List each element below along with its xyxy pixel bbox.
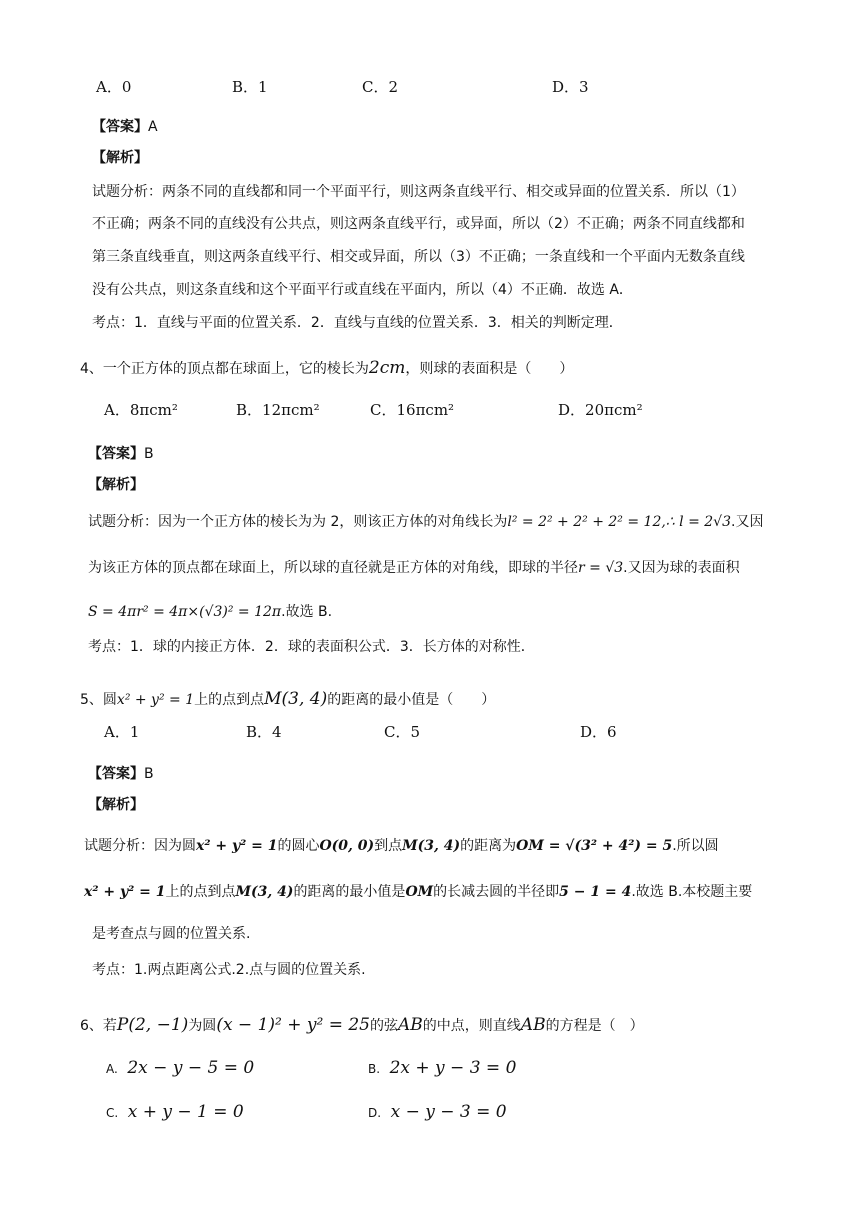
math: OM — [405, 884, 434, 900]
math: r = √3 — [578, 560, 624, 576]
text: .又因 — [731, 514, 764, 530]
q4-option-a: A．8πcm² — [104, 401, 178, 419]
text: 的距离的最小值是 — [293, 884, 406, 900]
q4-kaodian: 考点：1．球的内接正方体．2．球的表面积公式．3．长方体的对称性． — [88, 639, 535, 655]
value: x + y − 1 = 0 — [127, 1102, 244, 1122]
q4-analysis-tag: 【解析】 — [88, 477, 144, 493]
q6-option-a — [106, 1058, 254, 1079]
q3-option-a: A．0 — [96, 78, 132, 96]
q4-stem — [80, 358, 573, 379]
label: B. — [368, 1062, 381, 1076]
q4-stem-text: 4、一个正方体的顶点都在球面上，它的棱长为 — [80, 361, 369, 377]
text: 上的点到点 — [194, 692, 265, 708]
math: x² + y² = 1 — [196, 838, 278, 854]
math: S = 4πr² = 4π×(√3)² = 12π — [88, 604, 282, 620]
text: 的圆心 — [277, 838, 320, 854]
text: 上的点到点 — [165, 884, 236, 900]
text: 为该正方体的顶点都在球面上，所以球的直径就是正方体的对角线，即球的半径 — [88, 560, 578, 576]
text: .故选 B.本校题主要 — [631, 884, 753, 900]
answer-value: B — [144, 766, 154, 782]
answer-tag: 【答案】 — [88, 766, 144, 782]
q6-option-c — [106, 1102, 244, 1123]
math: M(3, 4) — [402, 838, 461, 854]
text: 的中点，则直线 — [422, 1018, 521, 1034]
text: 到点 — [374, 838, 403, 854]
text: 的距离的最小值是（ ） — [327, 692, 496, 708]
q4-analysis-line-3 — [88, 602, 332, 622]
q5-answer — [88, 763, 154, 784]
q3-option-b: B．1 — [232, 78, 268, 96]
q5-kaodian: 考点：1.两点距离公式.2.点与圆的位置关系. — [92, 962, 366, 978]
q5-option-d: D．6 — [580, 723, 617, 741]
q4-option-c: C．16πcm² — [370, 401, 455, 419]
q5-option-a: A．1 — [104, 723, 140, 741]
text: .所以圆 — [672, 838, 719, 854]
q3-analysis-tag: 【解析】 — [92, 150, 148, 166]
math: M(3, 4) — [264, 689, 328, 709]
q4-answer — [88, 443, 154, 464]
math: O(0, 0) — [319, 838, 375, 854]
text: .故选 B. — [281, 604, 333, 620]
answer-tag: 【答案】 — [88, 446, 144, 462]
text: 5、圆 — [80, 692, 117, 708]
q3-option-c: C．2 — [362, 78, 399, 96]
text: 6、若 — [80, 1018, 117, 1034]
q6-option-d — [368, 1102, 507, 1123]
q6-option-b — [368, 1058, 516, 1079]
answer-value: A — [148, 119, 158, 135]
label: C. — [106, 1106, 119, 1120]
q3-answer — [92, 116, 158, 137]
q5-stem — [80, 689, 495, 710]
value: 2x + y − 3 = 0 — [389, 1058, 517, 1078]
q5-analysis-line-1 — [84, 836, 719, 856]
text: .又因为球的表面积 — [623, 560, 740, 576]
q3-option-d: D．3 — [552, 78, 589, 96]
q3-analysis-line-2: 不正确；两条不同的直线没有公共点，则这两条直线平行，或异面，所以（2）不正确；两条不同直线都和 — [92, 216, 745, 232]
value: 2x − y − 5 = 0 — [127, 1058, 255, 1078]
math: AB — [520, 1015, 546, 1035]
label: A. — [106, 1062, 118, 1076]
q5-option-b: B．4 — [246, 723, 282, 741]
q3-analysis-line-1: 试题分析：两条不同的直线都和同一个平面平行，则这两条直线平行、相交或异面的位置关系．所以（1） — [92, 184, 745, 200]
q4-analysis-line-2 — [88, 558, 740, 578]
math: 5 − 1 = 4 — [559, 884, 632, 900]
answer-value: B — [144, 446, 154, 462]
text: 为圆 — [188, 1018, 217, 1034]
text: 的长减去圆的半径即 — [433, 884, 560, 900]
q3-analysis-line-3: 第三条直线垂直，则这两条直线平行、相交或异面，所以（3）不正确；一条直线和一个平面内无数条直线 — [92, 249, 745, 265]
text: 的距离为 — [460, 838, 517, 854]
q4-option-b: B．12πcm² — [236, 401, 320, 419]
math: x² + y² = 1 — [116, 692, 195, 708]
text: 的方程是（ ） — [545, 1018, 644, 1034]
answer-tag: 【答案】 — [92, 119, 148, 135]
math: AB — [398, 1015, 423, 1035]
math: x² + y² = 1 — [84, 884, 166, 900]
text: 试题分析：因为一个正方体的棱长为为 2，则该正方体的对角线长为 — [88, 514, 508, 530]
q4-stem-math: 2cm — [368, 358, 406, 378]
math: l² = 2² + 2² + 2² = 12,∴ l = 2√3 — [507, 514, 731, 530]
q5-analysis-line-3: 是考查点与圆的位置关系. — [92, 926, 251, 942]
q4-analysis-line-1 — [88, 512, 763, 532]
value: x − y − 3 = 0 — [390, 1102, 507, 1122]
q5-analysis-line-2 — [84, 882, 752, 902]
q5-option-c: C．5 — [384, 723, 421, 741]
math: P(2, −1) — [116, 1015, 189, 1035]
q3-analysis-line-4: 没有公共点，则这条直线和这个平面平行或直线在平面内，所以（4）不正确．故选 A． — [92, 282, 633, 298]
text: 的弦 — [370, 1018, 399, 1034]
label: D. — [368, 1106, 382, 1120]
q4-stem-tail: ，则球的表面积是（ ） — [405, 361, 574, 377]
math: (x − 1)² + y² = 25 — [216, 1015, 371, 1035]
math: M(3, 4) — [235, 884, 294, 900]
math: OM = √(3² + 4²) = 5 — [516, 838, 673, 854]
q5-analysis-tag: 【解析】 — [88, 797, 144, 813]
q6-stem — [80, 1015, 644, 1036]
q4-option-d: D．20πcm² — [558, 401, 643, 419]
q3-kaodian: 考点：1．直线与平面的位置关系．2．直线与直线的位置关系．3．相关的判断定理． — [92, 315, 623, 331]
text: 试题分析：因为圆 — [84, 838, 196, 854]
